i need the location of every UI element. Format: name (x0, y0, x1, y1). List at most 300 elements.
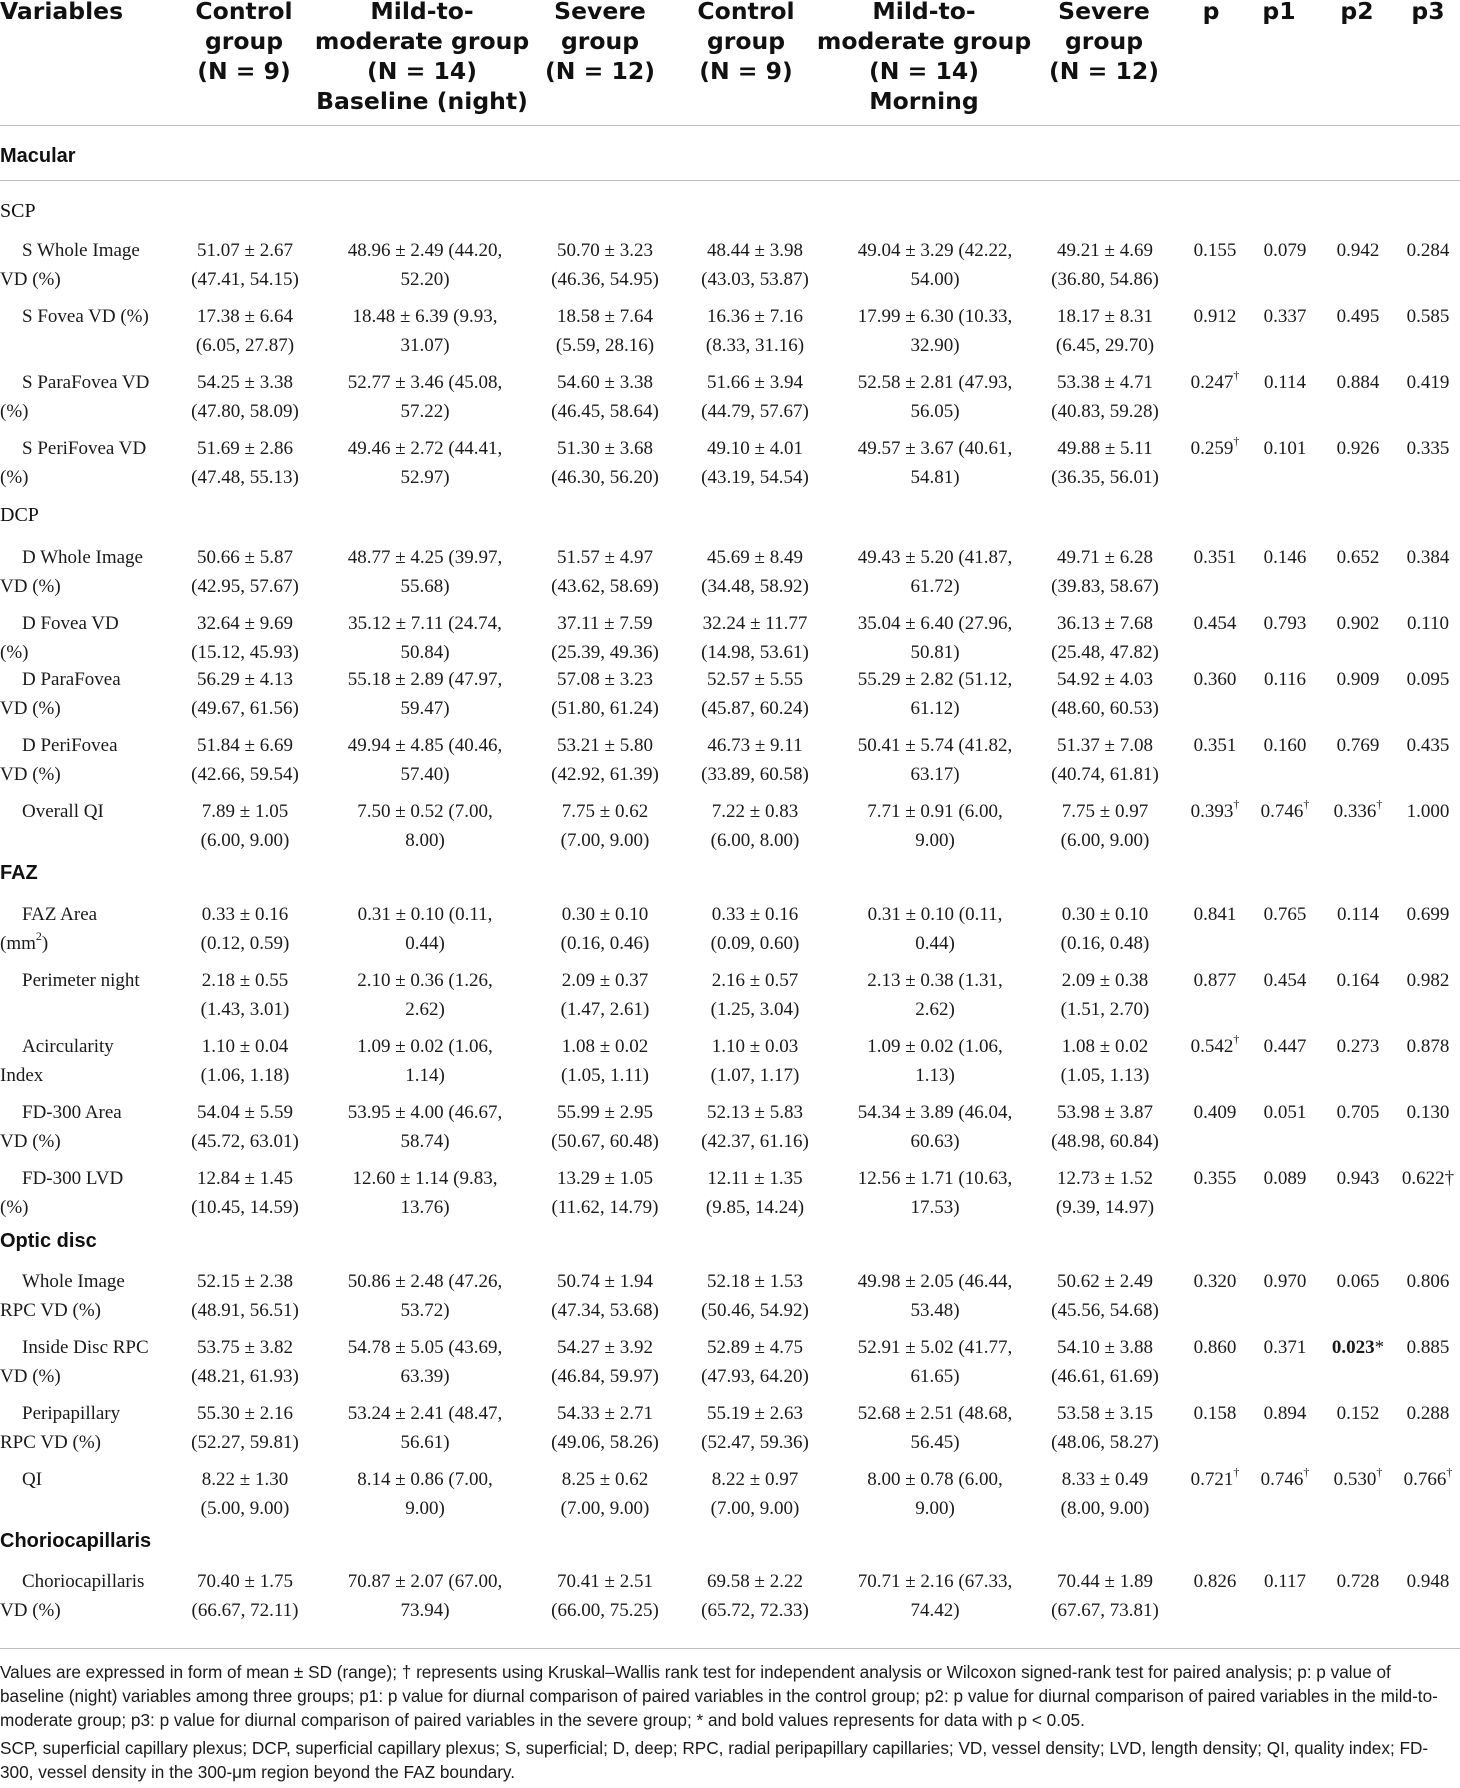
cell-c5-line: 1.09 ± 0.02 (1.06, (867, 1036, 1003, 1057)
cell-c3-line: 55.99 ± 2.95 (557, 1102, 653, 1123)
cell-p3-value: 0.885 (1406, 1337, 1450, 1358)
cell-c6-line: (67.67, 73.81) (1051, 1600, 1159, 1621)
cell-c3-line: 18.58 ± 7.64 (557, 306, 653, 327)
cell-c6-line: (48.60, 60.53) (1051, 698, 1159, 719)
cell-p-value: 0.360 (1193, 669, 1237, 690)
cell-c3-line: (46.30, 56.20) (551, 467, 659, 488)
cell-c5-line: 70.71 ± 2.16 (67.33, (857, 1571, 1013, 1592)
cell-c6-line: (1.05, 1.13) (1060, 1065, 1150, 1086)
header-p2: p2 (1340, 0, 1374, 25)
cell-c5-line: 32.90) (910, 335, 960, 356)
cell-p1-value: 0.746 (1260, 1469, 1304, 1490)
cell-c1-line: (6.05, 27.87) (195, 335, 295, 356)
cell-c3-line: (1.47, 2.61) (560, 999, 650, 1020)
cell-c1 (160, 1032, 330, 1090)
cell-c6-line: 2.09 ± 0.38 (1061, 970, 1149, 991)
cell-c1-line: 32.64 ± 9.69 (197, 613, 293, 634)
cell-p1-value: 0.894 (1263, 1403, 1307, 1424)
cell-c1-line: 55.30 ± 2.16 (197, 1403, 293, 1424)
cell-c2-line: 49.94 ± 4.85 (40.46, (347, 735, 503, 756)
cell-c2-line: 2.62) (405, 999, 445, 1020)
cell-p2-value: 0.065 (1336, 1271, 1380, 1292)
row-label (0, 1032, 160, 1090)
cell-p3 (1393, 731, 1460, 760)
cell-c4-line: 1.10 ± 0.03 (711, 1036, 799, 1057)
cell-c4 (670, 1333, 840, 1391)
table-row (0, 731, 1460, 793)
cell-c6-line: 8.33 ± 0.49 (1061, 1469, 1149, 1490)
cell-c5-line: 2.13 ± 0.38 (1.31, (867, 970, 1003, 991)
row-label-line1: Inside Disc RPC (22, 1337, 149, 1358)
cell-p (1180, 302, 1250, 331)
cell-c3-line: 1.08 ± 0.02 (561, 1036, 649, 1057)
cell-p3 (1393, 1567, 1460, 1596)
cell-p2-value: 0.114 (1336, 904, 1380, 925)
cell-p3 (1393, 1164, 1460, 1193)
cell-c2-line: 1.14) (405, 1065, 445, 1086)
cell-c6 (1020, 665, 1190, 723)
row-label-line1: FD-300 LVD (22, 1168, 124, 1189)
cell-c1 (160, 1399, 330, 1457)
cell-p-value: 0.259 (1190, 438, 1234, 459)
cell-p3-value: 0.384 (1406, 547, 1450, 568)
row-label-line2: VD (%) (0, 698, 61, 719)
cell-p1-value: 0.793 (1263, 613, 1307, 634)
cell-c4 (670, 1164, 840, 1222)
cell-c4-line: 0.33 ± 0.16 (711, 904, 799, 925)
cell-p1 (1250, 1333, 1320, 1362)
cell-c4 (670, 434, 840, 492)
table-row (0, 1465, 1460, 1527)
cell-c5-line: 50.41 ± 5.74 (41.82, (857, 735, 1013, 756)
cell-c5-line: 54.34 ± 3.89 (46.04, (857, 1102, 1013, 1123)
cell-c1-line: (45.72, 63.01) (191, 1131, 299, 1152)
cell-c2 (320, 797, 530, 855)
cell-c2 (320, 1032, 530, 1090)
cell-c1 (160, 797, 330, 855)
cell-c3 (520, 302, 690, 360)
cell-c6-line: 36.13 ± 7.68 (1057, 613, 1153, 634)
cell-c1-line: (47.48, 55.13) (191, 467, 299, 488)
cell-c5-line: 7.71 ± 0.91 (6.00, (867, 801, 1003, 822)
cell-c2-line: 56.61) (400, 1432, 450, 1453)
cell-c2-line: 53.95 ± 4.00 (46.67, (347, 1102, 503, 1123)
cell-c3 (520, 434, 690, 492)
header-control-morning: Control group (N = 9) (697, 0, 795, 85)
cell-p1 (1250, 1465, 1320, 1494)
cell-p3 (1393, 1333, 1460, 1362)
table-row (0, 1267, 1460, 1329)
header-mild-night: Mild-to- moderate group (N = 14) Baseline (night) (314, 0, 530, 115)
cell-p3 (1393, 609, 1460, 638)
cell-p1 (1250, 302, 1320, 331)
cell-c3-line: (7.00, 9.00) (560, 830, 650, 851)
row-label (0, 368, 160, 426)
cell-c4-line: 8.22 ± 0.97 (711, 1469, 799, 1490)
cell-c1-line: 54.25 ± 3.38 (197, 372, 293, 393)
row-label-line1: FAZ Area (22, 904, 98, 925)
cell-c3-line: 53.21 ± 5.80 (557, 735, 653, 756)
cell-c1-line: 53.75 ± 3.82 (197, 1337, 293, 1358)
cell-c2-line: 52.77 ± 3.46 (45.08, (347, 372, 503, 393)
cell-c1-line: (1.43, 3.01) (200, 999, 290, 1020)
cell-c1 (160, 368, 330, 426)
cell-p-value: 0.155 (1193, 240, 1237, 261)
cell-p1-value: 0.117 (1263, 1571, 1307, 1592)
row-label (0, 1465, 160, 1494)
cell-c2 (320, 543, 530, 601)
cell-c2-line: 54.78 ± 5.05 (43.69, (347, 1337, 503, 1358)
cell-c6-line: 53.38 ± 4.71 (1057, 372, 1153, 393)
row-label (0, 1098, 160, 1156)
cell-p-value: 0.409 (1193, 1102, 1237, 1123)
cell-c6 (1020, 1164, 1190, 1222)
cell-p3 (1393, 543, 1460, 572)
cell-p (1180, 543, 1250, 572)
row-label-line2: $(mm^2)$ (0, 928, 49, 954)
cell-c1 (160, 665, 330, 723)
cell-c4-line: 52.18 ± 1.53 (707, 1271, 803, 1292)
cell-p-value: 0.912 (1193, 306, 1237, 327)
cell-c5 (830, 1032, 1040, 1090)
cell-c5 (830, 1333, 1040, 1391)
cell-p1 (1250, 900, 1320, 929)
cell-c1-line: (48.91, 56.51) (191, 1300, 299, 1321)
cell-c1-line: (48.21, 61.93) (191, 1366, 299, 1387)
cell-c1-line: 51.07 ± 2.67 (197, 240, 293, 261)
cell-c3 (520, 1465, 690, 1523)
cell-p1 (1250, 1567, 1320, 1596)
cell-p-value: 0.841 (1193, 904, 1237, 925)
cell-c4 (670, 1465, 840, 1523)
cell-p (1180, 434, 1250, 463)
cell-c6 (1020, 731, 1190, 789)
cell-p1 (1250, 966, 1320, 995)
cell-p2 (1323, 731, 1393, 760)
table-row (0, 1333, 1460, 1395)
cell-c1-line: 17.38 ± 6.64 (197, 306, 293, 327)
cell-c5 (830, 966, 1040, 1024)
cell-p3 (1393, 1098, 1460, 1127)
row-label-line2: (%) (0, 642, 29, 663)
table-row (0, 1032, 1460, 1094)
cell-c3 (520, 1567, 690, 1625)
cell-c1-line: 56.29 ± 4.13 (197, 669, 293, 690)
cell-c4 (670, 665, 840, 723)
cell-c2 (320, 609, 530, 667)
cell-c4-line: 46.73 ± 9.11 (707, 735, 803, 756)
cell-c3-line: (25.39, 49.36) (551, 642, 659, 663)
row-label-line1: D ParaFovea (22, 669, 121, 690)
cell-p2-value: 0.530 (1333, 1469, 1377, 1490)
cell-c4-line: 49.10 ± 4.01 (707, 438, 803, 459)
cell-c1 (160, 543, 330, 601)
cell-p1 (1250, 434, 1320, 463)
dagger-mark: † (1376, 796, 1383, 811)
cell-c6-line: 49.88 ± 5.11 (1057, 438, 1153, 459)
cell-c4-line: 69.58 ± 2.22 (707, 1571, 803, 1592)
cell-c5 (830, 900, 1040, 958)
cell-c4-line: (14.98, 53.61) (701, 642, 809, 663)
row-label-line2: VD (%) (0, 1600, 61, 1621)
dagger-mark: † (1303, 1464, 1310, 1479)
row-label (0, 900, 160, 958)
cell-p1-value: 0.089 (1263, 1168, 1307, 1189)
row-label (0, 966, 160, 995)
table-row (0, 1567, 1460, 1629)
cell-c6 (1020, 900, 1190, 958)
cell-c5-line: 2.62) (915, 999, 955, 1020)
cell-p3 (1393, 434, 1460, 463)
table-row (0, 434, 1460, 496)
cell-c2-line: 50.86 ± 2.48 (47.26, (347, 1271, 503, 1292)
cell-c2 (320, 434, 530, 492)
cell-c1-line: 7.89 ± 1.05 (201, 801, 289, 822)
cell-c4 (670, 1399, 840, 1457)
cell-c2 (320, 1098, 530, 1156)
row-label-line2: VD (%) (0, 1131, 61, 1152)
table-row (0, 1164, 1460, 1226)
cell-p1-value: 0.447 (1263, 1036, 1307, 1057)
cell-c6-line: 1.08 ± 0.02 (1061, 1036, 1149, 1057)
table-row (0, 236, 1460, 298)
cell-c6 (1020, 543, 1190, 601)
cell-c2 (320, 731, 530, 789)
cell-c5-line: 55.29 ± 2.82 (51.12, (857, 669, 1013, 690)
cell-p2 (1323, 302, 1393, 331)
cell-p1 (1250, 236, 1320, 265)
cell-c6-line: (39.83, 58.67) (1051, 576, 1159, 597)
cell-c2 (320, 1399, 530, 1457)
cell-p3-value: 1.000 (1406, 801, 1450, 822)
table-row (0, 302, 1460, 364)
cell-c1-line: (47.80, 58.09) (191, 401, 299, 422)
cell-p3-value: 0.095 (1406, 669, 1450, 690)
cell-c3-line: (11.62, 14.79) (551, 1197, 659, 1218)
cell-p2-value: 0.164 (1336, 970, 1380, 991)
cell-p1-value: 0.114 (1263, 372, 1307, 393)
cell-p3-value: 0.948 (1406, 1571, 1450, 1592)
row-label-line2: RPC VD (%) (0, 1432, 101, 1453)
cell-p1 (1250, 731, 1320, 760)
cell-c2-line: 0.44) (405, 933, 445, 954)
significance-star: * (1374, 1337, 1385, 1358)
cell-c5 (830, 1465, 1040, 1523)
cell-p2-value: 0.728 (1336, 1571, 1380, 1592)
cell-c3-line: (49.06, 58.26) (551, 1432, 659, 1453)
row-label-line1: S ParaFovea VD (22, 372, 150, 393)
cell-p2-value: 0.926 (1336, 438, 1380, 459)
cell-c2 (320, 1267, 530, 1325)
cell-p1 (1250, 543, 1320, 572)
row-label-line2: VD (%) (0, 764, 61, 785)
cell-c5-line: 50.81) (910, 642, 960, 663)
cell-c5-line: 9.00) (915, 830, 955, 851)
row-label-line1: FD-300 Area (22, 1102, 122, 1123)
cell-p3 (1393, 900, 1460, 929)
cell-c6 (1020, 1032, 1190, 1090)
dagger-mark: † (1233, 796, 1240, 811)
cell-c2 (320, 1164, 530, 1222)
cell-c4-line: 51.66 ± 3.94 (707, 372, 803, 393)
cell-c1 (160, 609, 330, 667)
cell-c2-line: 73.94) (400, 1600, 450, 1621)
cell-p2-value: 0.884 (1336, 372, 1380, 393)
cell-c5 (830, 434, 1040, 492)
cell-c6-line: (48.98, 60.84) (1051, 1131, 1159, 1152)
cell-c4-line: (9.85, 14.24) (705, 1197, 805, 1218)
cell-p3-value: 0.435 (1406, 735, 1450, 756)
table-row (0, 900, 1460, 962)
cell-c4-line: (8.33, 31.16) (705, 335, 805, 356)
cell-c2 (320, 1465, 530, 1523)
cell-p1 (1250, 1267, 1320, 1296)
cell-c6 (1020, 1567, 1190, 1625)
cell-c5 (830, 236, 1040, 294)
cell-p1 (1250, 797, 1320, 826)
cell-c5 (830, 1399, 1040, 1457)
cell-c2 (320, 900, 530, 958)
cell-c1-line: (42.95, 57.67) (191, 576, 299, 597)
cell-c4 (670, 966, 840, 1024)
cell-p2 (1323, 1465, 1393, 1494)
cell-c2-line: 70.87 ± 2.07 (67.00, (347, 1571, 503, 1592)
cell-c2-line: 0.31 ± 0.10 (0.11, (357, 904, 493, 925)
row-label (0, 665, 160, 723)
row-label (0, 731, 160, 789)
cell-c1-line: (66.67, 72.11) (191, 1600, 299, 1621)
cell-c3-line: 57.08 ± 3.23 (557, 669, 653, 690)
cell-c4-line: (43.03, 53.87) (701, 269, 809, 290)
cell-c1 (160, 434, 330, 492)
cell-c4-line: 7.22 ± 0.83 (711, 801, 799, 822)
cell-c5-line: 35.04 ± 6.40 (27.96, (857, 613, 1013, 634)
cell-c3-line: 50.74 ± 1.94 (557, 1271, 653, 1292)
cell-c2 (320, 368, 530, 426)
cell-c2-line: 49.46 ± 2.72 (44.41, (347, 438, 503, 459)
cell-p2 (1323, 900, 1393, 929)
cell-c2 (320, 665, 530, 723)
cell-c2-line: 55.18 ± 2.89 (47.97, (347, 669, 503, 690)
cell-c5-line: 61.72) (910, 576, 960, 597)
cell-c4-line: 2.16 ± 0.57 (711, 970, 799, 991)
cell-p3-value: 0.284 (1406, 240, 1450, 261)
cell-c4-line: 52.57 ± 5.55 (707, 669, 803, 690)
cell-p1-value: 0.101 (1263, 438, 1307, 459)
cell-c2-line: 35.12 ± 7.11 (24.74, (348, 613, 502, 634)
cell-p3 (1393, 1465, 1460, 1494)
cell-c3-line: 70.41 ± 2.51 (557, 1571, 653, 1592)
cell-c4-line: 52.89 ± 4.75 (707, 1337, 803, 1358)
cell-c3-line: (51.80, 61.24) (551, 698, 659, 719)
cell-p2 (1323, 1399, 1393, 1428)
dagger-mark: † (1233, 367, 1240, 382)
cell-c1-line: (1.06, 1.18) (200, 1065, 290, 1086)
row-label (0, 543, 160, 601)
cell-c3-line: (47.34, 53.68) (551, 1300, 659, 1321)
cell-c1-line: 50.66 ± 5.87 (197, 547, 293, 568)
cell-c1-line: (52.27, 59.81) (191, 1432, 299, 1453)
cell-c6-line: 49.71 ± 6.28 (1057, 547, 1153, 568)
cell-c4-line: 32.24 ± 11.77 (702, 613, 808, 634)
cell-c2-line: 12.60 ± 1.14 (9.83, (352, 1168, 498, 1189)
cell-p3 (1393, 966, 1460, 995)
cell-c3-line: 54.33 ± 2.71 (557, 1403, 653, 1424)
cell-c4 (670, 236, 840, 294)
cell-c3-line: (43.62, 58.69) (551, 576, 659, 597)
cell-p2-value: 0.705 (1336, 1102, 1380, 1123)
cell-p1-value: 0.051 (1263, 1102, 1307, 1123)
cell-c6-line: (6.45, 29.70) (1055, 335, 1155, 356)
cell-p1 (1250, 1164, 1320, 1193)
cell-c3 (520, 1333, 690, 1391)
cell-c5-line: 52.58 ± 2.81 (47.93, (857, 372, 1013, 393)
row-label-line2: RPC VD (%) (0, 1300, 101, 1321)
cell-c2-line: 52.97) (400, 467, 450, 488)
cell-c4-line: (1.25, 3.04) (710, 999, 800, 1020)
cell-c4-line: 12.11 ± 1.35 (707, 1168, 803, 1189)
cell-c4-line: 55.19 ± 2.63 (707, 1403, 803, 1424)
cell-c6 (1020, 434, 1190, 492)
cell-p (1180, 1164, 1250, 1193)
cell-c6-line: (40.74, 61.81) (1051, 764, 1159, 785)
row-label (0, 434, 160, 492)
cell-c3-line: 51.30 ± 3.68 (557, 438, 653, 459)
cell-c3-line: 51.57 ± 4.97 (557, 547, 653, 568)
cell-c6 (1020, 1333, 1190, 1391)
subsection-dcp: DCP (0, 504, 39, 526)
cell-c3-line: 37.11 ± 7.59 (557, 613, 653, 634)
dagger-mark: † (1446, 1464, 1453, 1479)
cell-p3-value: 0.878 (1406, 1036, 1450, 1057)
cell-c1 (160, 1267, 330, 1325)
table-row (0, 1399, 1460, 1461)
cell-c4 (670, 368, 840, 426)
cell-c3-line: (66.00, 75.25) (551, 1600, 659, 1621)
cell-p (1180, 731, 1250, 760)
cell-c4-line: (47.93, 64.20) (701, 1366, 809, 1387)
cell-c3-line: (5.59, 28.16) (555, 335, 655, 356)
cell-c1-line: (15.12, 45.93) (191, 642, 299, 663)
cell-c4-line: 48.44 ± 3.98 (707, 240, 803, 261)
cell-c4-line: 52.13 ± 5.83 (707, 1102, 803, 1123)
cell-c3 (520, 368, 690, 426)
cell-c2-line: 1.09 ± 0.02 (1.06, (357, 1036, 493, 1057)
cell-c1-line: 2.18 ± 0.55 (201, 970, 289, 991)
cell-c1 (160, 900, 330, 958)
cell-c5-line: 1.13) (915, 1065, 955, 1086)
cell-c5 (830, 368, 1040, 426)
cell-c4 (670, 1267, 840, 1325)
cell-c5-line: 0.31 ± 0.10 (0.11, (867, 904, 1003, 925)
dagger-mark: † (1376, 1464, 1383, 1479)
cell-c1-line: (6.00, 9.00) (200, 830, 290, 851)
cell-c4 (670, 543, 840, 601)
row-label-line2: (%) (0, 401, 29, 422)
row-label (0, 1267, 160, 1325)
cell-c6-line: (0.16, 0.48) (1060, 933, 1150, 954)
cell-c3-line: 54.27 ± 3.92 (557, 1337, 653, 1358)
cell-c4 (670, 797, 840, 855)
cell-c3-line: (46.84, 59.97) (551, 1366, 659, 1387)
cell-p1 (1250, 1098, 1320, 1127)
cell-c1-line: (47.41, 54.15) (191, 269, 299, 290)
cell-c6-line: 70.44 ± 1.89 (1057, 1571, 1153, 1592)
cell-c1-line: 0.33 ± 0.16 (201, 904, 289, 925)
cell-c2-line: 63.39) (400, 1366, 450, 1387)
cell-p3 (1393, 1032, 1460, 1061)
cell-c6 (1020, 368, 1190, 426)
